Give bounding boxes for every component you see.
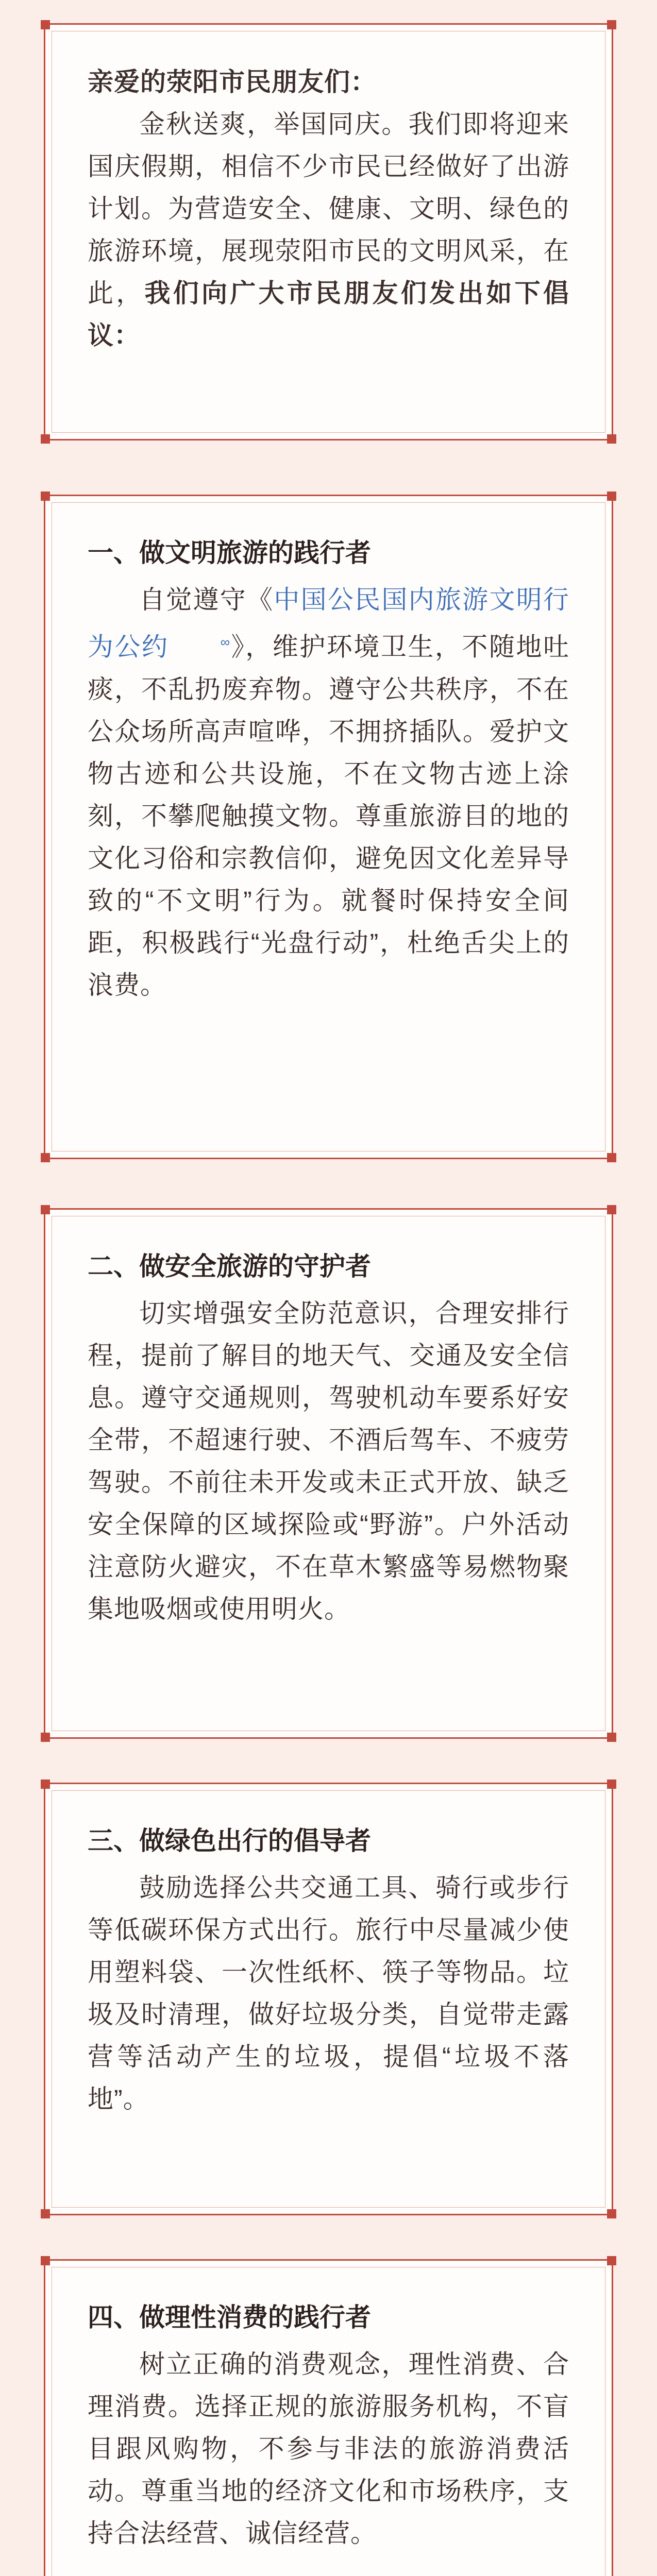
section-2-panel [44, 1208, 613, 1739]
section-1-panel [44, 495, 613, 1159]
section-heading: 四、做理性消费的践行者 [88, 2303, 371, 2332]
intro-panel [44, 23, 613, 440]
intro-paragraph [88, 103, 569, 357]
convention-link[interactable]: 中国公民国内旅游文明行为公约 [88, 585, 570, 662]
section-3-panel [44, 1783, 613, 2215]
intro-text: 金秋送爽，举国同庆。我们即将迎来国庆假期，相信不少市民已经做好了出游计划。为营造安全、健康、文明、绿色的旅游环境，展现荥阳市民的文明风采，在此， [88, 110, 569, 308]
link-icon: ∞ [220, 634, 231, 650]
section-heading: 二、做安全旅游的守护者 [88, 1252, 371, 1281]
section-body: 树立正确的消费观念，理性消费、合理消费。选择正规的旅游服务机构，不盲目跟风购物，不参与非法的旅游消费活动。尊重当地的经济文化和市场秩序，支持合法经营、诚信经营。 [88, 2350, 569, 2548]
section-4-panel [44, 2259, 613, 2576]
section-heading: 一、做文明旅游的践行者 [88, 538, 371, 567]
greeting: 亲爱的荥阳市民朋友们： [88, 67, 377, 96]
section-heading: 三、做绿色出行的倡导者 [88, 1826, 371, 1855]
section-body: 鼓励选择公共交通工具、骑行或步行等低碳环保方式出行。旅行中尽量减少使用塑料袋、一次性纸杯、筷子等物品。垃圾及时清理，做好垃圾分类，自觉带走露营等活动产生的垃圾，提倡“垃圾不落地”。 [88, 1873, 569, 2113]
section-body: 切实增强安全防范意识，合理安排行程，提前了解目的地天气、交通及安全信息。遵守交通规则，驾驶机动车要系好安全带，不超速行驶、不酒后驾车、不疲劳驾驶。不前往未开发或未正式开放、缺乏安全保障的区域探险或“野游”。户外活动注意防火避灾，不在草木繁盛等易燃物聚集地吸烟或使用明火。 [88, 1299, 569, 1623]
intro-strong: 我们向广大市民朋友们发出如下倡议： [88, 279, 569, 350]
section-body: 自觉遵守《中国公民国内旅游文明行为公约 ∞》，维护环境卫生，不随地吐痰，不乱扔废弃物。遵守公共秩序，不在公众场所高声喧哗，不拥挤插队。爱护文物古迹和公共设施，不在文物古迹上涂刻，不攀爬触摸文物。尊重旅游目的地的文化习俗和宗教信仰，避免因文化差异导致的“不文明”行为。就餐时保持安全间距，积极践行“光盘行动”，杜绝舌尖上的浪费。 [88, 585, 570, 999]
